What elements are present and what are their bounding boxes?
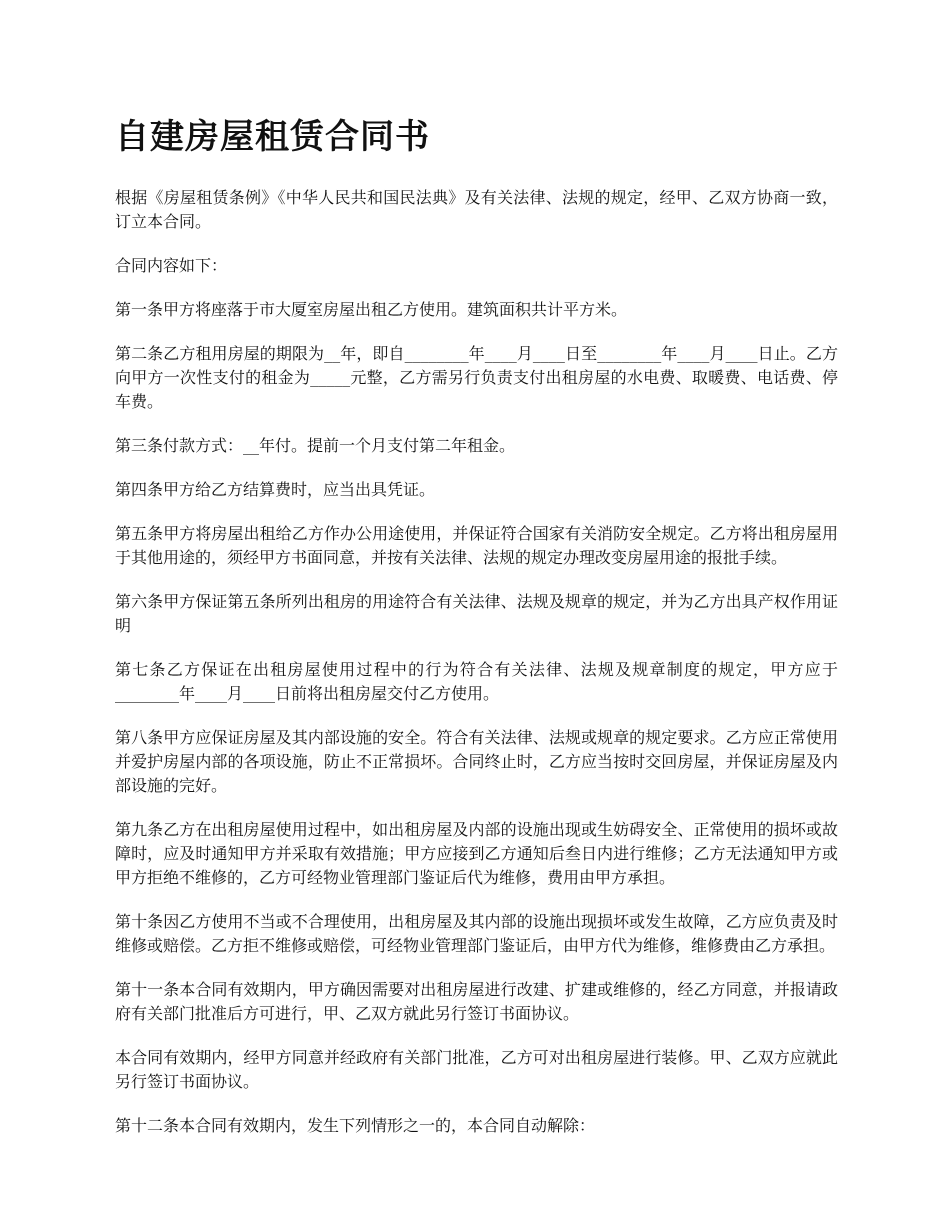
page-title: 自建房屋租赁合同书	[115, 117, 430, 157]
paragraph-article-11: 第十一条本合同有效期内，甲方确因需要对出租房屋进行改建、扩建或维修的，经乙方同意，并报请政府有关部门批准后方可进行，甲、乙双方就此另行签订书面协议。	[115, 980, 838, 1023]
paragraph-article-2: 第二条乙方租用房屋的期限为__年，即自________年____月____日至________年____月____日止。乙方向甲方一次性支付的租金为_____元整，乙方需另行负责支付出租房屋的水电费、取暖费、电话费、停车费。	[115, 344, 838, 411]
paragraph-article-7: 第七条乙方保证在出租房屋使用过程中的行为符合有关法律、法规及规章制度的规定，甲方应于________年____月____日前将出租房屋交付乙方使用。	[115, 660, 838, 703]
paragraph-decoration-clause: 本合同有效期内，经甲方同意并经政府有关部门批准，乙方可对出租房屋进行装修。甲、乙双方应就此另行签订书面协议。	[115, 1048, 838, 1091]
paragraph-article-12: 第十二条本合同有效期内，发生下列情形之一的，本合同自动解除：	[115, 1116, 596, 1135]
paragraph-preamble: 根据《房屋租赁条例》《中华人民共和国民法典》及有关法律、法规的规定，经甲、乙双方协商一致，订立本合同。	[115, 188, 838, 231]
paragraph-article-9: 第九条乙方在出租房屋使用过程中，如出租房屋及内部的设施出现或生妨碍安全、正常使用的损坏或故障时，应及时通知甲方并采取有效措施；甲方应接到乙方通知后叁日内进行维修；乙方无法通知甲方或甲方拒绝不维修的，乙方可经物业管理部门鉴证后代为维修，费用由甲方承担。	[115, 820, 838, 887]
paragraph-article-10: 第十条因乙方使用不当或不合理使用，出租房屋及其内部的设施出现损坏或发生故障，乙方应负责及时维修或赔偿。乙方拒不维修或赔偿，可经物业管理部门鉴证后，由甲方代为维修，维修费由乙方承担。	[115, 912, 838, 955]
paragraph-intro: 合同内容如下：	[115, 256, 228, 275]
paragraph-article-4: 第四条甲方给乙方结算费时，应当出具凭证。	[115, 480, 436, 499]
paragraph-article-1: 第一条甲方将座落于市大厦室房屋出租乙方使用。建筑面积共计平方米。	[115, 300, 628, 319]
paragraph-article-8: 第八条甲方应保证房屋及其内部设施的安全。符合有关法律、法规或规章的规定要求。乙方应正常使用并爱护房屋内部的各项设施，防止不正常损坏。合同终止时，乙方应当按时交回房屋，并保证房屋及内部设施的完好。	[115, 728, 838, 795]
paragraph-article-6: 第六条甲方保证第五条所列出租房的用途符合有关法律、法规及规章的规定，并为乙方出具产权作用证明	[115, 592, 838, 635]
paragraph-article-3: 第三条付款方式：__年付。提前一个月支付第二年租金。	[115, 436, 516, 455]
paragraph-article-5: 第五条甲方将房屋出租给乙方作办公用途使用，并保证符合国家有关消防安全规定。乙方将出租房屋用于其他用途的，须经甲方书面同意，并按有关法律、法规的规定办理改变房屋用途的报批手续。	[115, 524, 838, 567]
